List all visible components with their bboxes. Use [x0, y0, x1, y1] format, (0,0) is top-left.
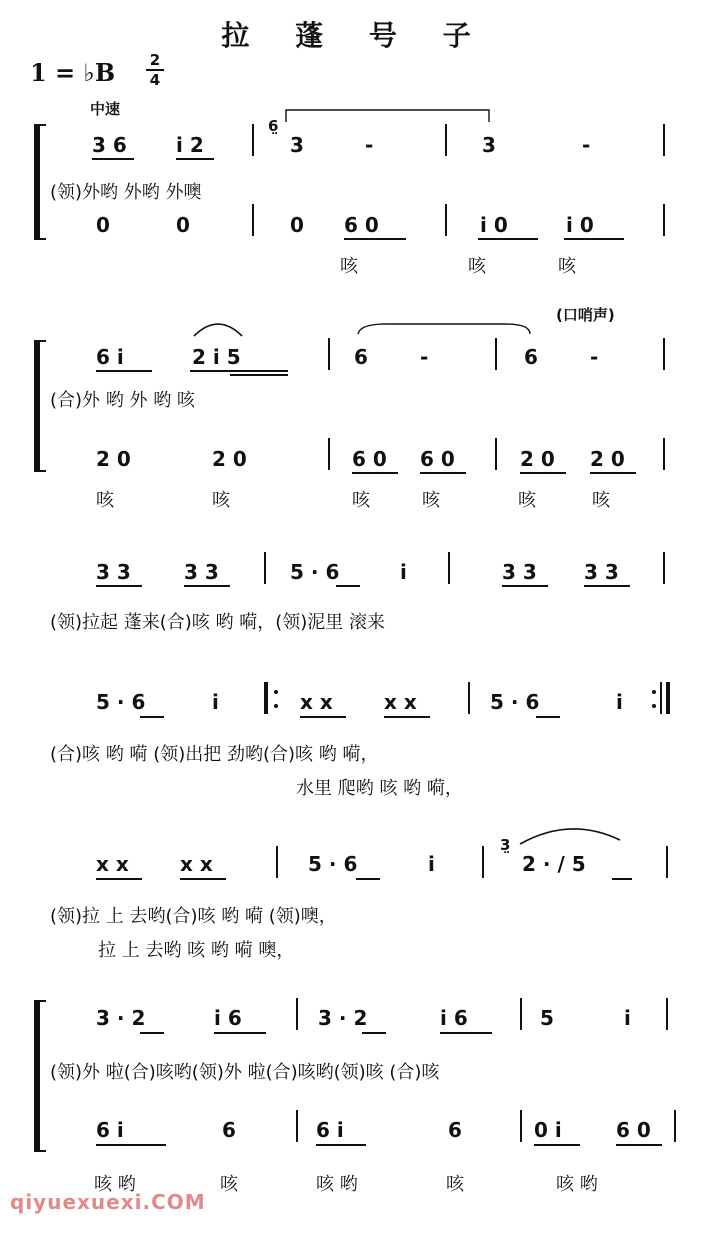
- note-group: 5: [540, 1006, 554, 1030]
- note-group: 6: [222, 1118, 236, 1142]
- note-group: 5 · 6: [490, 690, 540, 714]
- note-group: 6: [524, 345, 538, 369]
- note-group: i 6: [440, 1006, 468, 1030]
- lyric-line: (领)外哟 外哟 外噢: [50, 182, 202, 203]
- lyric-word: 咳 哟: [316, 1174, 358, 1195]
- note-group: x x: [180, 852, 213, 876]
- lyric-word: 咳 哟: [94, 1174, 136, 1195]
- lyric-word: 咳: [422, 490, 440, 511]
- note-group: -: [365, 133, 374, 157]
- note-group: 6 i: [96, 1118, 124, 1142]
- note-group: 0: [96, 213, 110, 237]
- whistle-mark: (口哨声): [556, 306, 615, 324]
- tie-slur: [356, 318, 536, 338]
- tempo-marking: 中速: [90, 100, 121, 118]
- note-group: i: [400, 560, 407, 584]
- lyric-line: (领)外 啦(合)咳哟(领)外 啦(合)咳哟(领)咳 (合)咳: [50, 1062, 440, 1083]
- time-signature-bottom: 4: [149, 71, 161, 89]
- watermark: qiyuexuexi.COM: [10, 1190, 206, 1214]
- note-group: 6: [448, 1118, 462, 1142]
- lyric-line: 水里 爬哟 咳 哟 嗬，: [296, 778, 463, 799]
- note-group: i: [616, 690, 623, 714]
- note-group: 2 0: [96, 447, 131, 471]
- note-group: 3 6: [92, 133, 127, 157]
- note-group: -: [420, 345, 429, 369]
- lyric-line: (合)咳 哟 嗬 (领)出把 劲哟(合)咳 哟 嗬，: [50, 744, 379, 765]
- note-group: i: [212, 690, 219, 714]
- note-group: 6 i: [316, 1118, 344, 1142]
- tie-slur: [284, 104, 494, 124]
- lyric-word: 咳: [518, 490, 536, 511]
- note-group: 6 0: [616, 1118, 651, 1142]
- lyric-word: 咳: [446, 1174, 464, 1195]
- lyric-word: 咳 哟: [556, 1174, 598, 1195]
- slur: [516, 824, 628, 846]
- system-brace: [34, 340, 46, 472]
- grace-note: 6̤: [268, 117, 279, 135]
- note-group: 3 · 2: [318, 1006, 368, 1030]
- note-group: 6: [354, 345, 368, 369]
- note-group: 2 0: [212, 447, 247, 471]
- note-group: i 0: [480, 213, 508, 237]
- note-group: 0: [290, 213, 304, 237]
- note-group: 5 · 6: [290, 560, 340, 584]
- time-signature-top: 2: [149, 51, 161, 69]
- note-group: 3: [290, 133, 304, 157]
- note-group: 0: [176, 213, 190, 237]
- note-group: 5 · 6: [308, 852, 358, 876]
- lyric-line: 拉 上 去哟 咳 哟 嗬 噢，: [98, 940, 295, 961]
- lyric-word: 咳: [220, 1174, 238, 1195]
- note-group: 3 · 2: [96, 1006, 146, 1030]
- note-group: 6 0: [420, 447, 455, 471]
- lyric-word: 咳: [212, 490, 230, 511]
- time-signature: [146, 52, 164, 88]
- lyric-line: (合)外 哟 外 哟 咳: [50, 390, 195, 411]
- lyric-word: 咳: [592, 490, 610, 511]
- lyric-word: 咳: [468, 256, 486, 277]
- note-group: 5 · 6: [96, 690, 146, 714]
- song-title: 拉 蓬 号 子: [221, 19, 489, 52]
- note-group: 6 0: [352, 447, 387, 471]
- system-brace: [34, 1000, 46, 1152]
- lyric-line: (领)拉起 蓬来(合)咳 哟 嗬，(领)泥里 滚来: [50, 612, 386, 633]
- note-group: 3 3: [502, 560, 537, 584]
- lyric-line: (领)拉 上 去哟(合)咳 哟 嗬 (领)噢，: [50, 906, 337, 927]
- note-group: -: [582, 133, 591, 157]
- note-group: -: [590, 345, 599, 369]
- grace-note: 3̤: [500, 836, 511, 854]
- note-group: 3 3: [184, 560, 219, 584]
- note-group: 6 0: [344, 213, 379, 237]
- note-group: i: [624, 1006, 631, 1030]
- note-group: 2 0: [590, 447, 625, 471]
- note-group: x x: [96, 852, 129, 876]
- note-group: i 6: [214, 1006, 242, 1030]
- note-group: 2 0: [520, 447, 555, 471]
- note-group: 3 3: [96, 560, 131, 584]
- lyric-word: 咳: [352, 490, 370, 511]
- note-group: 6 i: [96, 345, 124, 369]
- note-group: i 0: [566, 213, 594, 237]
- lyric-word: 咳: [96, 490, 114, 511]
- system-brace: [34, 124, 46, 240]
- note-group: i 2: [176, 133, 204, 157]
- slur: [190, 318, 250, 338]
- note-group: 3 3: [584, 560, 619, 584]
- note-group: 3: [482, 133, 496, 157]
- note-group: 2 · / 5: [522, 852, 586, 876]
- note-group: i: [428, 852, 435, 876]
- lyric-word: 咳: [558, 256, 576, 277]
- note-group: x x: [384, 690, 417, 714]
- note-group: 0 i: [534, 1118, 562, 1142]
- lyric-word: 咳: [340, 256, 358, 277]
- note-group: x x: [300, 690, 333, 714]
- key-signature: 1 = ♭B: [30, 58, 116, 87]
- note-group: 2 i 5: [192, 345, 241, 369]
